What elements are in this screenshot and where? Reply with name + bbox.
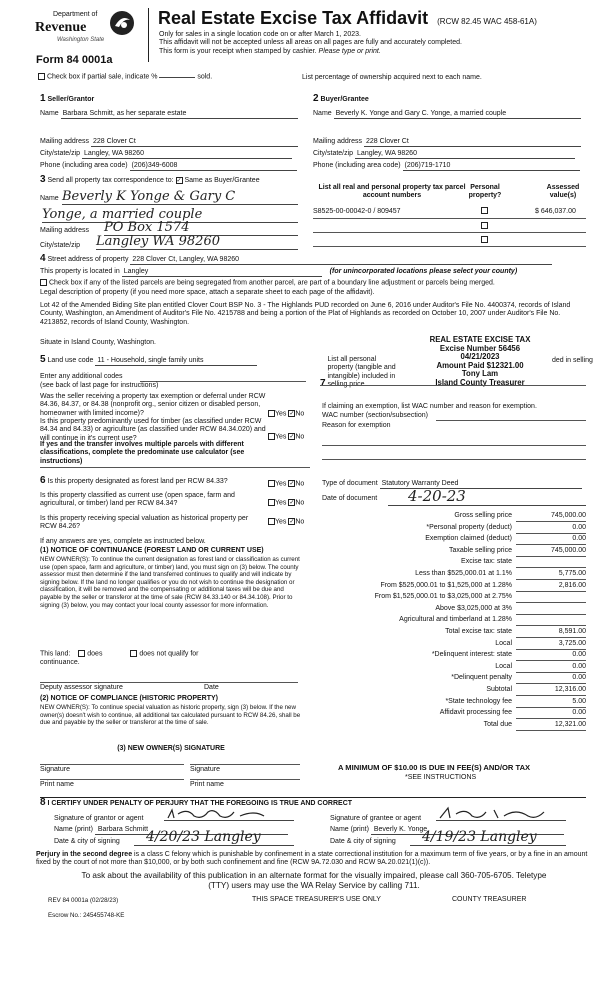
addl-codes-label: Enter any additional codes bbox=[40, 373, 123, 380]
tax-row-label: *Delinquent interest: state bbox=[431, 651, 512, 659]
tax-row-label: Exemption claimed (deduct) bbox=[425, 535, 512, 543]
form-title bbox=[158, 8, 537, 29]
buyer-city-value[interactable]: Langley, WA 98260 bbox=[355, 150, 575, 159]
buyer-name-value[interactable]: Beverly K. Yonge and Gary C. Yonge, a married couple bbox=[334, 110, 581, 119]
continuance-label: continuance. bbox=[40, 659, 80, 666]
correspondence-text: Send all property tax correspondence to: bbox=[47, 177, 174, 184]
land-use-row bbox=[40, 356, 306, 366]
street-value[interactable]: 228 Clover Ct, Langley, WA 98260 bbox=[130, 256, 552, 265]
grantee-sig-label: Signature of grantee or agent bbox=[330, 815, 422, 822]
segregation-checkbox[interactable] bbox=[40, 279, 47, 286]
q-timber-yes-checkbox[interactable] bbox=[268, 433, 275, 440]
tax-row-label: *State technology fee bbox=[445, 697, 512, 705]
section7-ded: ded in selling bbox=[552, 357, 593, 364]
buyer-phone-value[interactable]: (206)719-1710 bbox=[403, 162, 580, 171]
tax-row-value[interactable]: 2,816.00 bbox=[516, 582, 586, 592]
min-due-notice: A MINIMUM OF $10.00 IS DUE IN FEE(S) AND/OR TAX bbox=[338, 763, 531, 772]
legal-description[interactable]: Lot 42 of the Amended Biding Site plan entitled Clover Court BSP No. 3 - The Highlands PUD recorded on June 6, 2016 under Auditor's File No. 4400374, records of Island County, Washington, an Amendment of Auditor's File No. 4215788 and being a portion of the Plat of Highlands as recorded on October 10, 2007 under Auditor's File No. 4213852, records of Island County, Washington. bbox=[40, 302, 571, 326]
doc-type-label: Type of document bbox=[322, 480, 378, 487]
doc-date-label: Date of document bbox=[322, 495, 378, 502]
land-use-label: Land use code bbox=[47, 357, 94, 364]
corr-name-hw2[interactable]: Yonge, a married couple bbox=[42, 207, 298, 223]
owner-sig-label2: Signature bbox=[190, 766, 220, 773]
certify-top-line bbox=[40, 797, 586, 798]
q-current-use-yesno bbox=[268, 499, 304, 508]
doc-date-hw[interactable]: 4-20-23 bbox=[388, 487, 586, 506]
section7-line1[interactable] bbox=[320, 385, 586, 386]
yes-label: Yes bbox=[275, 518, 287, 526]
tax-row bbox=[322, 708, 586, 720]
tax-row bbox=[322, 627, 586, 639]
corr-city-label: City/state/zip bbox=[40, 242, 81, 249]
grantor-date-label: Date & city of signing bbox=[54, 838, 120, 845]
located-label: This property is located in bbox=[40, 268, 120, 275]
deputy-date-label: Date bbox=[204, 684, 219, 691]
parcel-row2-personal-checkbox[interactable] bbox=[481, 222, 488, 229]
tax-row bbox=[322, 697, 586, 709]
buyer-mail-value[interactable]: 228 Clover Ct bbox=[364, 138, 581, 147]
parcel-col1-header: List all real and personal property tax parcel account numbers bbox=[318, 184, 466, 200]
tax-row bbox=[322, 615, 586, 627]
tax-row-label: Local bbox=[495, 662, 512, 670]
addl-codes-line[interactable] bbox=[140, 381, 306, 382]
does-label: does bbox=[87, 650, 103, 658]
tax-row-label: Above $3,025,000 at 3% bbox=[435, 604, 512, 612]
buyer-name-label: Name bbox=[313, 110, 332, 117]
seller-city-label: City/state/zip bbox=[40, 150, 81, 157]
tax-row bbox=[322, 592, 586, 604]
q-exemption: Was the seller receiving a property tax exemption or deferral under RCW 84.36, 84.37, or 84.38 (nonprofit org., senior citizen or disabled person, homeowner with limited income)? bbox=[40, 393, 266, 417]
tax-row-value[interactable]: 0.00 bbox=[516, 535, 586, 545]
buyer-city-row bbox=[313, 150, 583, 159]
parcel-row1-personal-checkbox[interactable] bbox=[481, 207, 488, 214]
owner-sig-line2[interactable] bbox=[190, 764, 300, 765]
deputy-label: Deputy assessor signature bbox=[40, 684, 123, 691]
q-forest-yes-checkbox[interactable] bbox=[268, 480, 275, 487]
treasurer-space: THIS SPACE TREASURER'S USE ONLY bbox=[252, 896, 381, 903]
seller-phone-value[interactable]: (206)349-6008 bbox=[130, 162, 297, 171]
tax-row-label: Affidavit processing fee bbox=[439, 709, 512, 717]
tax-row-value[interactable] bbox=[516, 605, 586, 615]
tax-row-value[interactable]: 745,000.00 bbox=[516, 547, 586, 557]
same-as-buyer-label: Same as Buyer/Grantee bbox=[184, 177, 260, 184]
q-timber-yesno bbox=[268, 433, 304, 442]
located-row bbox=[40, 268, 586, 277]
q-forest-no-checkbox[interactable]: ✓ bbox=[289, 481, 295, 487]
seller-num: 1 bbox=[40, 93, 46, 104]
q-current-use-yes-checkbox[interactable] bbox=[268, 499, 275, 506]
tax-row-value[interactable]: 0.00 bbox=[516, 663, 586, 673]
parcel-row1-value[interactable]: $ 646,037.00 bbox=[535, 208, 576, 215]
tax-row-value[interactable] bbox=[516, 558, 586, 568]
does-not-checkbox[interactable] bbox=[130, 650, 137, 657]
notice-continuance-text: NEW OWNER(S): To continue the current designation as forest land or classification as current use (open space, farm and agriculture, or timber) land, you must sign on (3) below. The county assessor must then determine if the land transferred continues to qualify and will indicate by signing below. If the land no longer qualifies or you do not wish to continue the designation or classification, it will be removed and the compensating or additional taxes will be due and payable by the seller or transferor at the time of sale (RCW 84.33.140 or 84.34.108). Prior to signing (3) below, you may contact your local county assessor for more information. bbox=[40, 556, 300, 609]
tax-row-label: *Delinquent penalty bbox=[451, 674, 512, 682]
header-subtext bbox=[159, 31, 589, 56]
section7-num: 7 bbox=[320, 378, 326, 390]
corr-name-label: Name bbox=[40, 195, 59, 202]
seller-mail-row bbox=[40, 138, 302, 147]
reason-line1[interactable] bbox=[322, 445, 586, 446]
tax-row-value[interactable]: 745,000.00 bbox=[516, 512, 586, 522]
partial-sale-percent[interactable] bbox=[159, 77, 195, 78]
parcel-col3-header: Assessed value(s) bbox=[546, 184, 580, 200]
this-land-row bbox=[40, 650, 199, 659]
buyer-city-label: City/state/zip bbox=[313, 150, 354, 157]
tax-row bbox=[322, 511, 586, 523]
uninc-note: (for unincorporated locations please select your county) bbox=[329, 268, 518, 275]
perjury-bold: Perjury in the second degree bbox=[36, 851, 133, 858]
tax-row bbox=[322, 673, 586, 685]
subtext-3b: Please type or print. bbox=[318, 47, 381, 55]
seller-mail-value[interactable]: 228 Clover Ct bbox=[91, 138, 298, 147]
tax-row-value[interactable]: 5.00 bbox=[516, 698, 586, 708]
tax-row-label: Subtotal bbox=[486, 686, 512, 693]
title-citation: (RCW 82.45 WAC 458-61A) bbox=[437, 17, 537, 26]
seller-heading bbox=[40, 95, 94, 104]
buyer-mail-row bbox=[313, 138, 583, 147]
tax-row bbox=[322, 662, 586, 674]
tax-row-value[interactable]: 8,591.00 bbox=[516, 628, 586, 638]
q-timber-no-checkbox[interactable]: ✓ bbox=[289, 434, 295, 440]
buyer-phone-label: Phone (including area code) bbox=[313, 162, 401, 169]
q-exemption-yesno bbox=[268, 410, 304, 419]
land-use-value[interactable]: 11 - Household, single family units bbox=[95, 357, 257, 366]
alt-format-notice bbox=[36, 871, 592, 891]
county-treasurer: COUNTY TREASURER bbox=[452, 896, 527, 903]
partial-sale-checkbox[interactable] bbox=[38, 73, 45, 80]
owner-print-line2[interactable] bbox=[190, 779, 300, 780]
grantee-name-label: Name (print) bbox=[330, 826, 369, 833]
yes-label: Yes bbox=[275, 433, 287, 441]
section6-num: 6 bbox=[40, 475, 46, 486]
land-use-num: 5 bbox=[40, 354, 46, 365]
seller-city-value[interactable]: Langley, WA 98260 bbox=[82, 150, 292, 159]
buyer-heading-text: Buyer/Grantee bbox=[320, 96, 369, 103]
tax-row-label: Gross selling price bbox=[454, 512, 512, 519]
buyer-heading bbox=[313, 95, 369, 104]
legal-label: Legal description of property (if you need more space, attach a separate sheet to each page of the affidavit). bbox=[40, 289, 375, 296]
does-not-label: does not qualify for bbox=[139, 650, 199, 658]
tax-row-label: From $525,000.01 to $1,525,000 at 1.28% bbox=[380, 581, 512, 589]
notice-continuance-heading: (1) NOTICE OF CONTINUANCE (FOREST LAND OR CURRENT USE) bbox=[40, 547, 264, 554]
segregation-text: Check box if any of the listed parcels are being segregated from another parcel, are part of a boundary line adjustment or parcels being merged. bbox=[48, 279, 495, 287]
certify-num: 8 bbox=[40, 797, 46, 808]
grantee-signature-scribble bbox=[436, 806, 566, 822]
corr-mail-hw[interactable]: PO Box 1574 bbox=[104, 220, 298, 236]
tax-row-value[interactable]: 5,775.00 bbox=[516, 570, 586, 580]
new-owner-sig-heading: (3) NEW OWNER(S) SIGNATURE bbox=[117, 745, 225, 752]
tax-row-value[interactable]: 12,321.00 bbox=[516, 721, 586, 731]
owner-print-line1[interactable] bbox=[40, 779, 184, 780]
form-number: Form 84 0001a bbox=[36, 54, 113, 66]
street-num: 4 bbox=[40, 253, 46, 264]
stamp-l4: Amount Paid $12321.00 bbox=[436, 360, 524, 370]
street-row bbox=[40, 255, 586, 265]
q-timber-bold: If yes and the transfer involves multiple parcels with different classifications, complete the predominate use calculator (see instructions) bbox=[40, 441, 245, 465]
tax-row bbox=[322, 557, 586, 569]
q-forest bbox=[40, 477, 280, 486]
parcel-row1-number[interactable]: S8525-00-00042-0 / 809457 bbox=[313, 208, 401, 215]
subtext-1: Only for sales in a single location code on or after March 1, 2023. bbox=[159, 31, 361, 38]
tax-row-label: Less than $525,000.01 at 1.1% bbox=[415, 570, 512, 577]
buyer-mail-label: Mailing address bbox=[313, 138, 363, 145]
tax-row-label: Agricultural and timberland at 1.28% bbox=[399, 616, 512, 624]
if-yes-text: If any answers are yes, complete as instructed below. bbox=[40, 538, 206, 545]
parcel-row1-line bbox=[313, 218, 586, 219]
tax-row-value[interactable]: 0.00 bbox=[516, 651, 586, 661]
doc-type-value[interactable]: Statutory Warranty Deed bbox=[380, 480, 582, 489]
reason-label: Reason for exemption bbox=[322, 422, 391, 429]
notice-compliance-text: NEW OWNER(S): To continue special valuation as historic property, sign (3) below. If the new owner(s) doesn't wish to continue, all additional tax calculated pursuant to RCW 84.26, shall be due and payable by the seller or transferor at the time of sale. bbox=[40, 704, 301, 727]
seller-heading-text: Seller/Grantor bbox=[47, 96, 95, 103]
yes-label: Yes bbox=[275, 480, 287, 488]
grantee-name-value[interactable]: Beverly K. Yonge bbox=[371, 826, 564, 835]
wac-label: WAC number (section/subsection) bbox=[322, 412, 428, 419]
partial-sale-label: Check box if partial sale, indicate % bbox=[46, 73, 158, 81]
tax-table bbox=[322, 511, 586, 731]
dor-logo bbox=[35, 10, 135, 56]
yes-label: Yes bbox=[275, 499, 287, 507]
reason-line2[interactable] bbox=[322, 459, 586, 460]
tax-row-value[interactable]: 0.00 bbox=[516, 674, 586, 684]
located-value[interactable]: Langley bbox=[122, 268, 322, 277]
corr-mail-label: Mailing address bbox=[40, 227, 90, 234]
stamp-l6: Island County Treasurer bbox=[435, 377, 525, 387]
seller-city-row bbox=[40, 150, 302, 159]
q-historic-no-checkbox[interactable]: ✓ bbox=[289, 519, 295, 525]
same-as-buyer-checkbox[interactable]: ✓ bbox=[176, 177, 182, 184]
yes-label: Yes bbox=[275, 410, 287, 418]
dept-line3: Washington State bbox=[57, 37, 105, 43]
exempt-label: If claiming an exemption, list WAC number and reason for exemption. bbox=[322, 403, 537, 410]
correspondence-row bbox=[40, 176, 260, 185]
tax-row bbox=[322, 685, 586, 697]
tax-row bbox=[322, 534, 586, 546]
situate-text: Situate in Island County, Washington. bbox=[40, 339, 156, 346]
stamp-l3: 04/21/2023 bbox=[460, 352, 500, 362]
partial-sale-row bbox=[38, 73, 212, 82]
addl-codes-help: (see back of last page for instructions) bbox=[40, 382, 159, 389]
title-text: Real Estate Excise Tax Affidavit bbox=[158, 8, 429, 28]
grantee-date-label: Date & city of signing bbox=[330, 838, 396, 845]
q-current-use: Is this property classified as current use (open space, farm and agricultural, or timber) land per RCW 84.34? bbox=[40, 492, 235, 508]
seller-name-value[interactable]: Barbara Schmitt, as her separate estate bbox=[61, 110, 298, 119]
corr-city-hw[interactable]: Langley WA 98260 bbox=[96, 234, 298, 250]
stamp-l5: Tony Lam bbox=[461, 369, 499, 379]
no-label: No bbox=[295, 480, 305, 488]
escrow-number: Escrow No.: 245455748-KE bbox=[48, 912, 125, 919]
seller-mail-label: Mailing address bbox=[40, 138, 90, 145]
owner-sig-line1[interactable] bbox=[40, 764, 184, 765]
seller-name-label: Name bbox=[40, 110, 59, 117]
tax-row bbox=[322, 523, 586, 535]
tax-row-value[interactable] bbox=[516, 593, 586, 603]
tax-row bbox=[322, 650, 586, 662]
q-historic-yes-checkbox[interactable] bbox=[268, 518, 275, 525]
q-forest-yesno bbox=[268, 480, 304, 489]
parcel-row3-line bbox=[313, 246, 586, 247]
no-label: No bbox=[295, 499, 305, 507]
parcel-row3-personal-checkbox[interactable] bbox=[481, 236, 488, 243]
section7-label: List all personal property (tangible and intangible) included in selling price. bbox=[327, 356, 396, 389]
alt-format-1: To ask about the availability of this publication in an alternate format for the visually impaired, please call 360-705-6705. Teletype bbox=[81, 871, 547, 880]
q-exemption-no-checkbox[interactable]: ✓ bbox=[289, 411, 295, 417]
corr-name-hw1[interactable]: Beverly K Yonge & Gary C bbox=[62, 189, 298, 205]
grantor-date-hw[interactable]: 4/20/23 Langley bbox=[134, 829, 294, 846]
grantee-signature[interactable] bbox=[436, 806, 566, 821]
segregation-row bbox=[40, 279, 586, 288]
alt-format-2: (TTY) users may use the WA Relay Service by calling 711. bbox=[208, 881, 420, 890]
treasurer-stamp bbox=[395, 336, 565, 388]
q-forest-text: Is this property designated as forest land per RCW 84.33? bbox=[47, 478, 228, 485]
owner-print-label2: Print name bbox=[190, 781, 224, 788]
buyer-phone-row bbox=[313, 162, 583, 171]
wac-line[interactable] bbox=[436, 420, 586, 421]
tax-row-label: Local bbox=[495, 639, 512, 647]
header-divider bbox=[148, 8, 149, 62]
tax-row-value[interactable]: 0.00 bbox=[516, 709, 586, 719]
grantor-signature-scribble bbox=[164, 806, 294, 822]
tax-row-label: Taxable selling price bbox=[448, 546, 512, 554]
deputy-line[interactable] bbox=[40, 682, 298, 683]
stamp-l2: Excise Number 56456 bbox=[439, 343, 521, 353]
owner-print-label1: Print name bbox=[40, 781, 74, 788]
tax-row bbox=[322, 569, 586, 581]
tax-row-value[interactable]: 12,316.00 bbox=[516, 686, 586, 696]
owner-sig-label1: Signature bbox=[40, 766, 70, 773]
perjury-text: is a class C felony which is punishable by confinement in a state correctional institution for a maximum term of five years, or by a fine in an amount fixed by the court of not more than $10,000, or by both such confinement and fine (RCW 9A.72.030 and RCW 9A.20.021(1)(c)). bbox=[36, 851, 588, 867]
tax-row bbox=[322, 639, 586, 651]
parcel-row2-line bbox=[313, 232, 586, 233]
sold-label: sold. bbox=[197, 73, 213, 81]
q-historic-yesno bbox=[268, 518, 304, 527]
notice-compliance-heading: (2) NOTICE OF COMPLIANCE (HISTORIC PROPERTY) bbox=[40, 695, 218, 702]
subtext-3a: This form is your receipt when stamped by cashier. bbox=[159, 47, 317, 55]
rev-number: REV 84 0001a (02/28/23) bbox=[48, 897, 119, 904]
q-historic: Is this property receiving special valuation as historical property per RCW 84.26? bbox=[40, 515, 249, 531]
subtext-3 bbox=[159, 48, 589, 56]
tax-row-label: *Personal property (deduct) bbox=[426, 523, 512, 531]
seller-phone-row bbox=[40, 162, 302, 171]
tax-row-label: Total due bbox=[483, 720, 512, 728]
grantor-signature[interactable] bbox=[164, 806, 294, 821]
seller-name-row bbox=[40, 110, 302, 119]
this-land-label: This land: bbox=[40, 650, 71, 658]
dept-line1: Department of bbox=[53, 11, 98, 18]
list-percentage-note: List percentage of ownership acquired next to each name. bbox=[302, 74, 482, 81]
grantor-name-value[interactable]: Barbara Schmitt bbox=[95, 826, 288, 835]
tax-row bbox=[322, 604, 586, 616]
does-checkbox[interactable] bbox=[78, 650, 85, 657]
see-instructions: *SEE INSTRUCTIONS bbox=[405, 774, 477, 781]
stamp-l1: REAL ESTATE EXCISE TAX bbox=[429, 335, 531, 344]
seller-phone-label: Phone (including area code) bbox=[40, 162, 128, 169]
no-label: No bbox=[295, 518, 305, 526]
tax-row-label: From $1,525,000.01 to $3,025,000 at 2.75% bbox=[374, 593, 512, 601]
section5-bottom-line bbox=[40, 467, 310, 468]
grantee-date-hw[interactable]: 4/19/23 Langley bbox=[410, 829, 566, 846]
q-exemption-yes-checkbox[interactable] bbox=[268, 410, 275, 417]
grantor-name-label: Name (print) bbox=[54, 826, 93, 833]
tax-row-label: Excise tax: state bbox=[461, 558, 512, 566]
parcel-col2-header: Personal property? bbox=[468, 184, 502, 200]
no-label: No bbox=[295, 410, 305, 418]
buyer-num: 2 bbox=[313, 93, 319, 104]
tax-row bbox=[322, 546, 586, 558]
perjury-notice bbox=[36, 851, 592, 868]
tax-row-value[interactable]: 3,725.00 bbox=[516, 640, 586, 650]
buyer-name-row bbox=[313, 110, 583, 119]
correspondence-num: 3 bbox=[40, 174, 46, 185]
grantor-sig-label: Signature of grantor or agent bbox=[54, 815, 144, 822]
q-timber: Is this property predominantly used for timber (as classified under RCW 84.34 and 84.33) or agriculture (as classified under RCW 84.34.020) and will continue in it's current use? bbox=[40, 418, 266, 442]
q-current-use-no-checkbox[interactable]: ✓ bbox=[289, 500, 295, 506]
dept-line2: Revenue bbox=[35, 20, 87, 35]
revenue-swirl-icon bbox=[109, 10, 135, 36]
tax-row bbox=[322, 581, 586, 593]
certify-text: I CERTIFY UNDER PENALTY OF PERJURY THAT THE FOREGOING IS TRUE AND CORRECT bbox=[47, 800, 353, 807]
tax-row-value[interactable] bbox=[516, 616, 586, 626]
subtext-2: This affidavit will not be accepted unless all areas on all pages are fully and accurately completed. bbox=[159, 39, 462, 47]
street-label: Street address of property bbox=[47, 256, 129, 263]
tax-row-value[interactable]: 0.00 bbox=[516, 524, 586, 534]
no-label: No bbox=[295, 433, 305, 441]
tax-row-label: Total excise tax: state bbox=[445, 628, 512, 635]
tax-row bbox=[322, 720, 586, 732]
